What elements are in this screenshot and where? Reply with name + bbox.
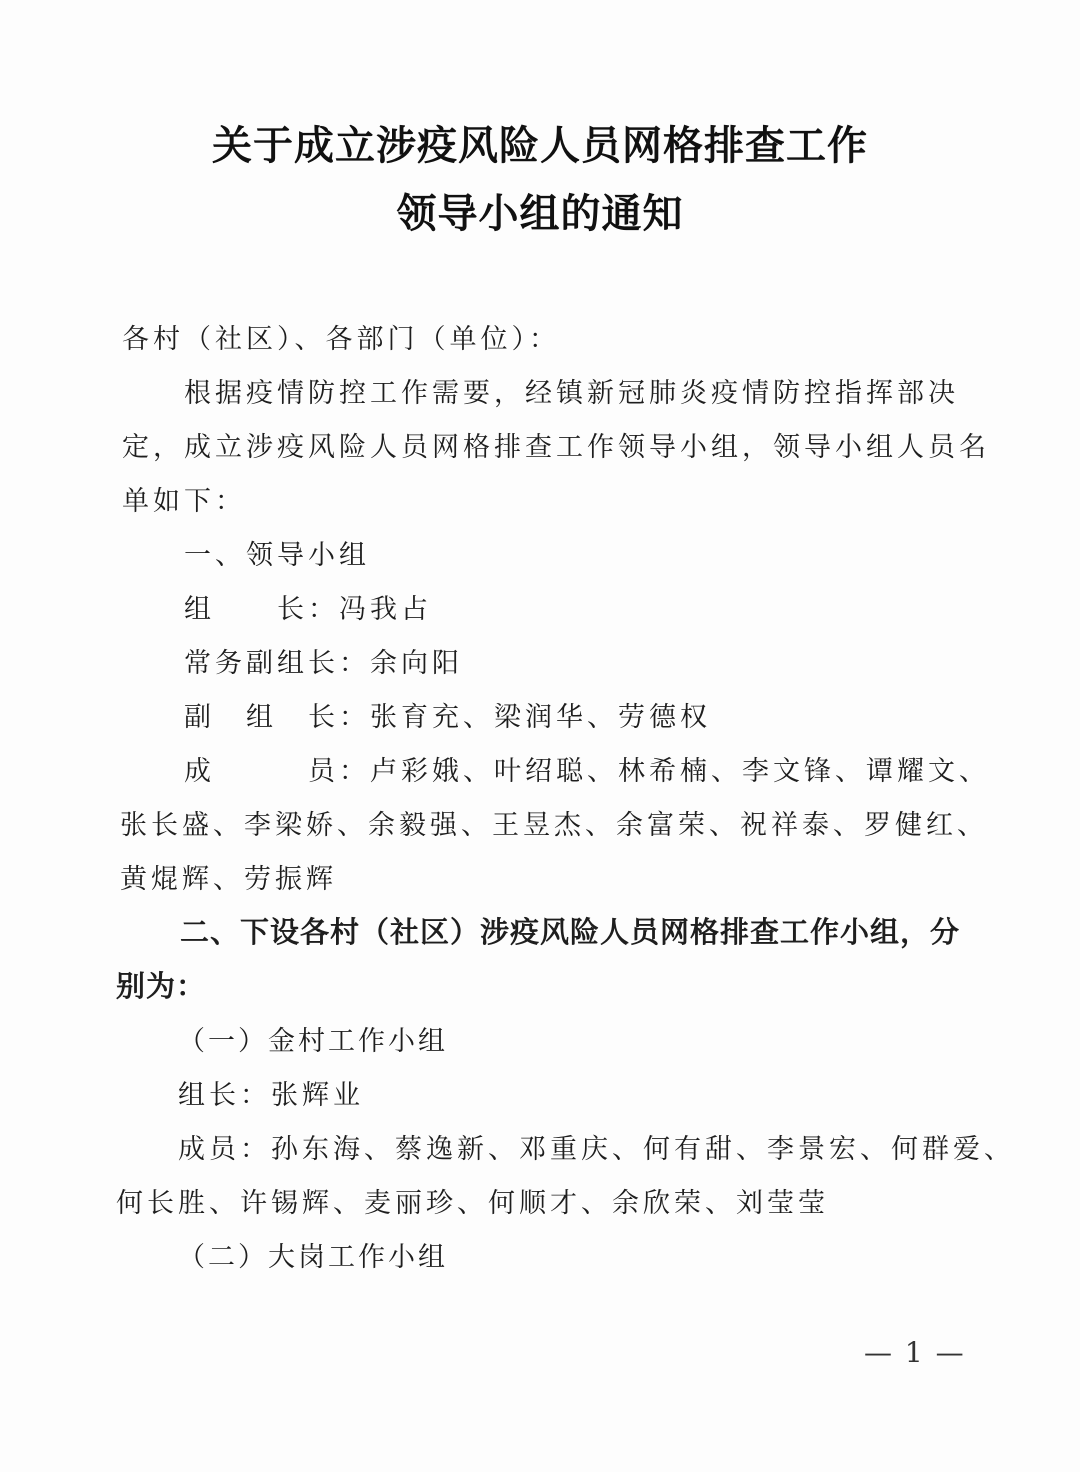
group-1-leader: 组长：张辉业 [178, 1080, 364, 1111]
members-line: 张长盛、李梁娇、余毅强、王昱杰、余富荣、祝祥泰、罗健红、 [120, 810, 988, 841]
members-line: 成 员：卢彩娥、叶绍聪、林希楠、李文锋、谭耀文、 [184, 756, 990, 787]
section-2-heading: 别为： [116, 969, 207, 1003]
group-1-members-line: 何长胜、许锡辉、麦丽珍、何顺才、余欣荣、刘莹莹 [116, 1188, 829, 1219]
section-2-heading: 二、下设各村（社区）涉疫风险人员网格排查工作小组，分 [180, 915, 961, 949]
group-2-heading: （二）大岗工作小组 [178, 1242, 448, 1273]
document-title-line-2: 领导小组的通知 [396, 190, 684, 237]
group-1-heading: （一）金村工作小组 [178, 1026, 448, 1057]
group-leader: 组 长：冯我占 [184, 594, 432, 625]
salutation: 各村（社区）、各部门（单位）： [122, 324, 560, 355]
intro-line: 根据疫情防控工作需要，经镇新冠肺炎疫情防控指挥部决 [184, 378, 959, 409]
intro-line: 定，成立涉疫风险人员网格排查工作领导小组，领导小组人员名 [122, 432, 990, 463]
executive-deputy-leader: 常务副组长：余向阳 [184, 648, 463, 679]
deputy-leaders: 副 组 长：张育充、梁润华、劳德权 [184, 702, 711, 733]
members-line: 黄焜辉、劳振辉 [120, 864, 337, 895]
intro-line: 单如下： [122, 486, 246, 517]
document-title-line-1: 关于成立涉疫风险人员网格排查工作 [212, 122, 868, 169]
page-number: — 1 — [864, 1336, 966, 1369]
section-1-heading: 一、领导小组 [184, 540, 370, 571]
group-1-members-line: 成员：孙东海、蔡逸新、邓重庆、何有甜、李景宏、何群爱、 [178, 1134, 1015, 1165]
